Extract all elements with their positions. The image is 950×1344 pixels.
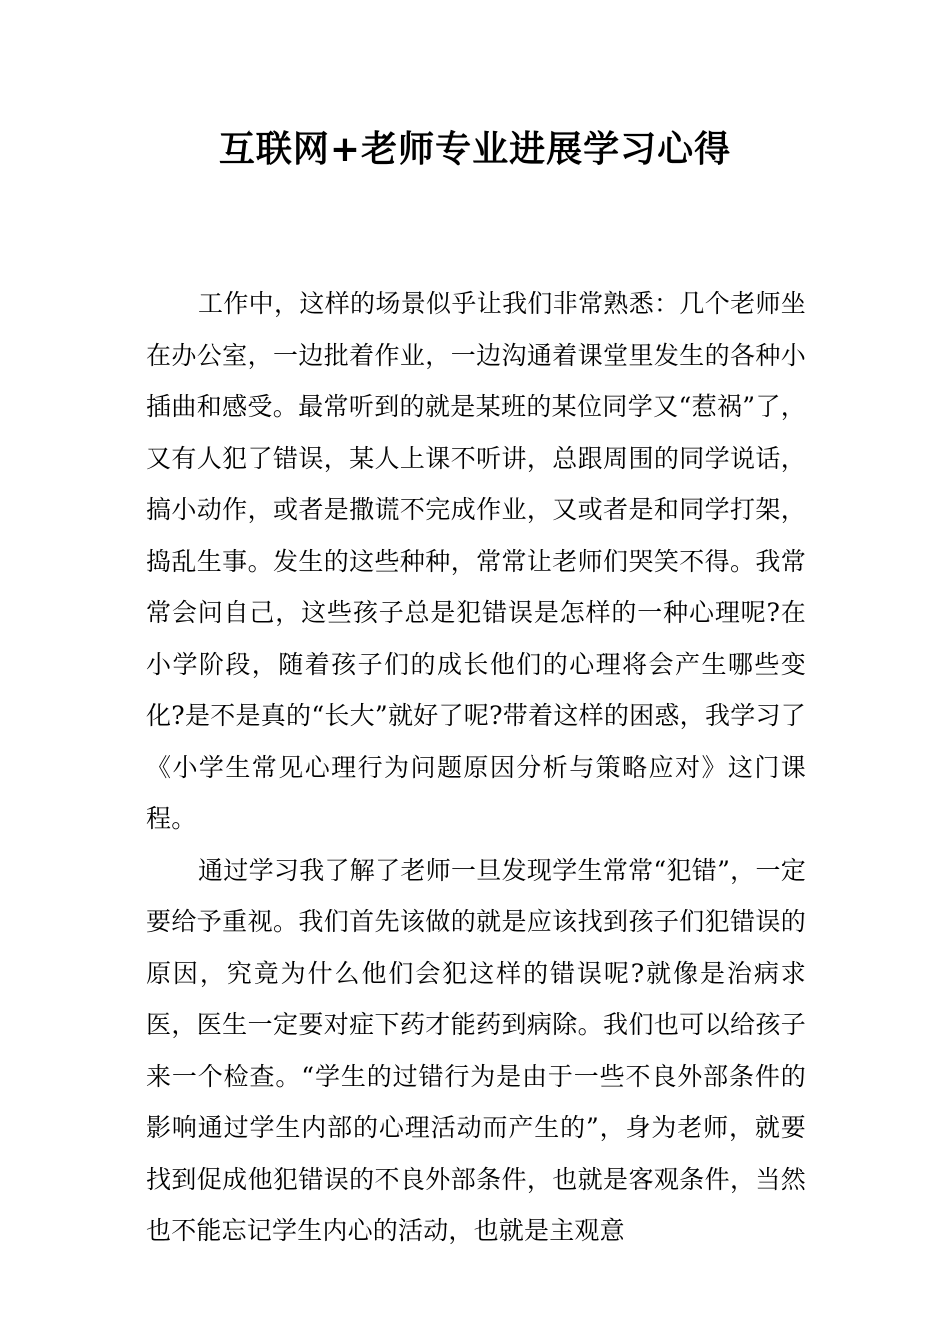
- paragraph: 工作中，这样的场景似乎让我们非常熟悉：几个老师坐在办公室，一边批着作业，一边沟通着课堂里发生的各种小插曲和感受。最常听到的就是某班的某位同学又“惹祸”了，又有人犯了错误，某人上课不听讲，总跟周围的同学说话，搞小动作，或者是撒谎不完成作业，又或者是和同学打架，捣乱生事。发生的这些种种，常常让老师们哭笑不得。我常常会问自己，这些孩子总是犯错误是怎样的一种心理呢?在小学阶段，随着孩子们的成长他们的心理将会产生哪些变化?是不是真的“长大”就好了呢?带着这样的困惑，我学习了《小学生常见心理行为问题原因分析与策略应对》这门课程。: [146, 289, 806, 833]
- paragraph: 通过学习我了解了老师一旦发现学生常常“犯错”，一定要给予重视。我们首先该做的就是应该找到孩子们犯错误的原因，究竟为什么他们会犯这样的错误呢?就像是治病求医，医生一定要对症下药才能药到病除。我们也可以给孩子来一个检查。“学生的过错行为是由于一些不良外部条件的影响通过学生内部的心理活动而产生的”，身为老师，就要找到促成他犯错误的不良外部条件，也就是客观条件，当然也不能忘记学生内心的活动，也就是主观意: [146, 855, 806, 1245]
- document-title: 互联网+老师专业进展学习心得: [218, 129, 732, 170]
- document-body: [146, 278, 806, 1257]
